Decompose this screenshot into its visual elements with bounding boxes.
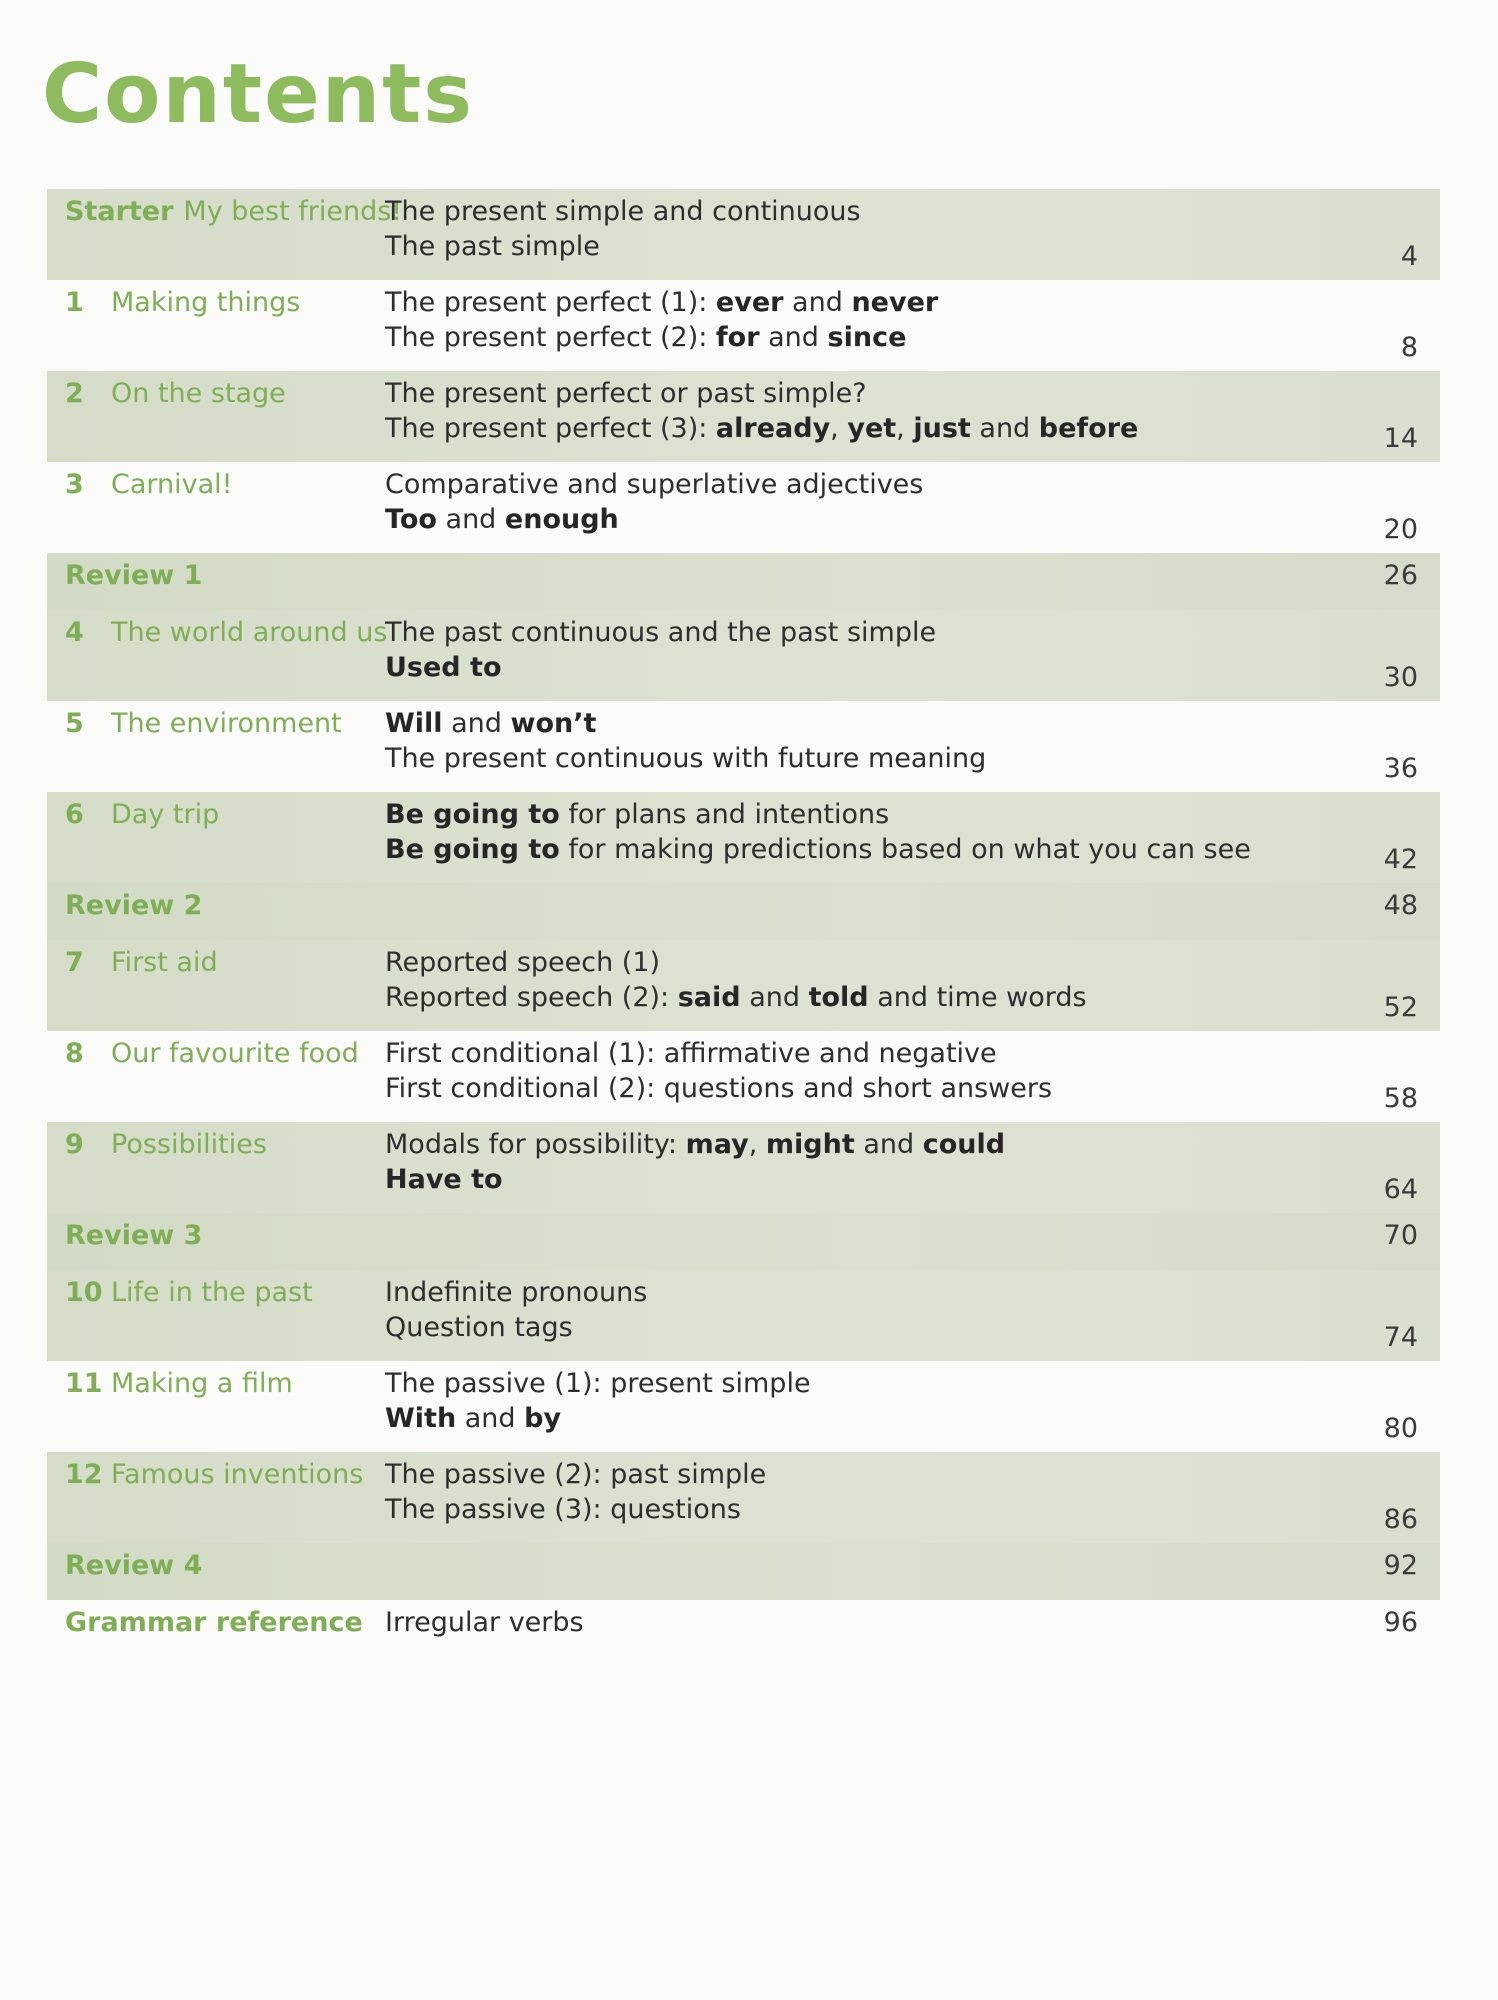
unit-row (47, 792, 1440, 883)
topic-keyword: said (677, 982, 741, 1013)
unit-cell (47, 610, 388, 650)
topic-keyword: never (851, 287, 939, 318)
topic-line: With and by (385, 1403, 562, 1434)
unit-name: My best friends! (183, 196, 403, 227)
topic-keyword: Be going to (385, 799, 560, 830)
page-number: 48 (1383, 890, 1418, 921)
page-number: 14 (1383, 423, 1418, 454)
contents-table (47, 189, 1440, 1657)
page-title: Contents (42, 47, 475, 142)
topics-cell (385, 883, 1338, 888)
topic-keyword: by (524, 1403, 562, 1434)
topics-cell (385, 940, 1338, 1015)
unit-name: Carnival! (111, 469, 233, 500)
unit-name: Famous inventions (111, 1459, 364, 1490)
unit-number: 10 (65, 1277, 103, 1308)
unit-row (47, 462, 1440, 553)
review-label: Review 4 (65, 1550, 203, 1581)
topic-line: First conditional (2): questions and short answers (385, 1073, 1053, 1104)
unit-cell (47, 1452, 385, 1492)
review-row (47, 553, 1440, 610)
page-number: 86 (1383, 1504, 1418, 1535)
topic-line: Irregular verbs (385, 1607, 584, 1638)
unit-number: 7 (65, 947, 84, 978)
unit-cell (47, 1122, 385, 1162)
topic-keyword: already (715, 413, 831, 444)
topic-keyword: yet (847, 413, 897, 444)
unit-row (47, 1452, 1440, 1543)
topic-line: Be going to for making predictions based on what you can see (385, 834, 1251, 865)
unit-cell (47, 1600, 385, 1640)
reference-label: Grammar reference (65, 1607, 363, 1638)
unit-row (47, 701, 1440, 792)
topic-line: The present simple and continuous (385, 196, 861, 227)
topics-cell (385, 553, 1338, 558)
topic-line: Question tags (385, 1312, 573, 1343)
unit-number: 8 (65, 1038, 84, 1069)
topic-keyword: Be going to (385, 834, 560, 865)
unit-name: First aid (111, 947, 218, 978)
topic-line: Reported speech (2): said and told and time words (385, 982, 1087, 1013)
unit-name: Day trip (111, 799, 220, 830)
page-number: 80 (1383, 1413, 1418, 1444)
topic-keyword: since (827, 322, 907, 353)
unit-row (47, 610, 1440, 701)
topic-keyword: Have to (385, 1164, 503, 1195)
unit-cell (47, 1213, 385, 1253)
topics-cell (385, 280, 1338, 355)
page-number: 36 (1383, 753, 1418, 784)
reference-row (47, 1600, 1440, 1657)
unit-name: Possibilities (111, 1129, 267, 1160)
page-number: 92 (1383, 1550, 1418, 1581)
unit-cell (47, 792, 385, 832)
topic-line: Will and won’t (385, 708, 597, 739)
page-number: 70 (1383, 1220, 1418, 1251)
unit-row (47, 1122, 1440, 1213)
unit-name: Making things (111, 287, 301, 318)
unit-cell (47, 1361, 385, 1401)
topic-keyword: Will (385, 708, 443, 739)
topic-keyword: ever (715, 287, 784, 318)
topic-line: Too and enough (385, 504, 619, 535)
starter-label: Starter (65, 196, 174, 227)
topic-line: The passive (1): present simple (385, 1368, 811, 1399)
topic-line: The present continuous with future meaning (385, 743, 987, 774)
unit-cell (47, 371, 385, 411)
page-number: 30 (1383, 662, 1418, 693)
topic-line: First conditional (1): affirmative and negative (385, 1038, 997, 1069)
page-number: 74 (1383, 1322, 1418, 1353)
topic-keyword: told (808, 982, 869, 1013)
unit-cell (47, 1543, 385, 1583)
unit-name: On the stage (111, 378, 286, 409)
topics-cell (385, 1543, 1338, 1548)
unit-number: 4 (65, 617, 84, 648)
topic-line: Be going to for plans and intentions (385, 799, 890, 830)
topics-cell (385, 1122, 1338, 1197)
unit-row (47, 1361, 1440, 1452)
review-label: Review 2 (65, 890, 203, 921)
review-row (47, 1213, 1440, 1270)
unit-number: 1 (65, 287, 84, 318)
unit-cell (47, 1270, 385, 1310)
topics-cell (385, 1213, 1338, 1218)
unit-row (47, 1031, 1440, 1122)
unit-name: Making a film (111, 1368, 293, 1399)
topics-cell (385, 1600, 1338, 1640)
topic-line (385, 1162, 1338, 1197)
page-number: 96 (1383, 1607, 1418, 1638)
topic-line: The passive (2): past simple (385, 1459, 767, 1490)
topics-cell (385, 1031, 1338, 1106)
topics-cell (385, 1270, 1338, 1345)
unit-number: 3 (65, 469, 84, 500)
topic-line: The past continuous and the past simple (385, 617, 937, 648)
topic-keyword: just (913, 413, 971, 444)
topic-line: The present perfect (1): ever and never (385, 287, 939, 318)
unit-cell (47, 462, 385, 502)
page-number: 8 (1400, 332, 1418, 363)
topic-keyword: might (765, 1129, 855, 1160)
unit-number: 9 (65, 1129, 84, 1160)
unit-name: The world around us (111, 617, 388, 648)
topic-keyword: may (685, 1129, 749, 1160)
topics-cell (385, 792, 1338, 867)
unit-name: Our favourite food (111, 1038, 359, 1069)
unit-name: Life in the past (111, 1277, 313, 1308)
page-number: 4 (1400, 241, 1418, 272)
unit-number: 6 (65, 799, 84, 830)
topic-line: The present perfect or past simple? (385, 378, 867, 409)
unit-cell (47, 701, 385, 741)
topic-line: Modals for possibility: may, might and could (385, 1129, 1006, 1160)
review-label: Review 3 (65, 1220, 203, 1251)
topic-line: The passive (3): questions (385, 1494, 741, 1525)
topic-keyword: could (922, 1129, 1006, 1160)
page-number: 42 (1383, 844, 1418, 875)
unit-row (47, 189, 1440, 280)
topics-cell (385, 462, 1338, 537)
page-number: 64 (1383, 1174, 1418, 1205)
page-number: 58 (1383, 1083, 1418, 1114)
unit-row (47, 280, 1440, 371)
topic-line: The present perfect (2): for and since (385, 322, 907, 353)
topics-cell (385, 189, 1338, 264)
topics-cell (385, 371, 1338, 446)
topic-line: Indefinite pronouns (385, 1277, 648, 1308)
unit-number: 5 (65, 708, 84, 739)
topic-line: Reported speech (1) (385, 947, 661, 978)
topic-keyword: before (1038, 413, 1139, 444)
unit-cell (47, 280, 385, 320)
unit-number: 11 (65, 1368, 103, 1399)
topic-line: The present perfect (3): already, yet, just and before (385, 413, 1139, 444)
topics-cell (385, 610, 1338, 685)
unit-row (47, 371, 1440, 462)
topic-keyword: With (385, 1403, 457, 1434)
unit-number: 12 (65, 1459, 103, 1490)
review-row (47, 1543, 1440, 1600)
unit-cell (47, 553, 385, 593)
page-number: 52 (1383, 992, 1418, 1023)
topic-keyword: for (715, 322, 760, 353)
topics-cell (385, 701, 1338, 776)
page-number: 26 (1383, 560, 1418, 591)
unit-row (47, 940, 1440, 1031)
unit-cell (47, 883, 385, 923)
topic-line (385, 650, 1338, 685)
unit-cell (47, 1031, 385, 1071)
review-label: Review 1 (65, 560, 203, 591)
topic-keyword: Too (385, 504, 437, 535)
unit-name: The environment (111, 708, 342, 739)
topic-keyword: won’t (510, 708, 597, 739)
review-row (47, 883, 1440, 940)
topics-cell (385, 1361, 1338, 1436)
page-number: 20 (1383, 514, 1418, 545)
topic-line: The past simple (385, 231, 600, 262)
unit-row (47, 1270, 1440, 1361)
topics-cell (385, 1452, 1338, 1527)
unit-number: 2 (65, 378, 84, 409)
topic-line: Comparative and superlative adjectives (385, 469, 924, 500)
unit-cell (47, 189, 403, 229)
unit-cell (47, 940, 385, 980)
topic-keyword: enough (504, 504, 619, 535)
topic-keyword: Used to (385, 652, 502, 683)
